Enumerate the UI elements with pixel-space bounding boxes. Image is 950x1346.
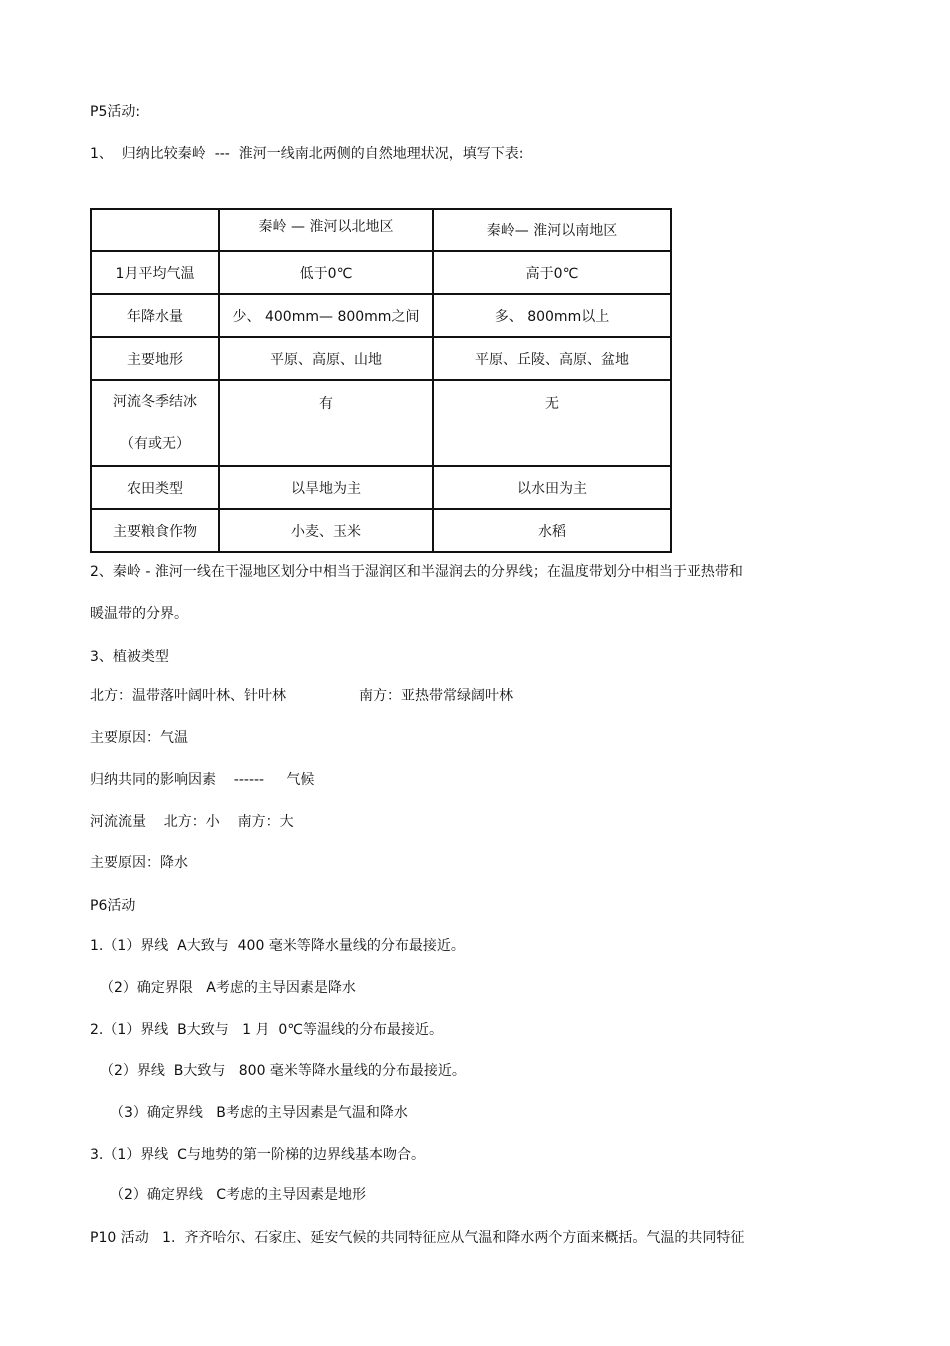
- question-3: 3、植被类型: [90, 649, 169, 665]
- table-header-cell: [91, 209, 219, 251]
- table-row: [91, 294, 671, 337]
- p5-heading: P5活动:: [90, 104, 141, 120]
- p6-item: 3.（1）界线 C与地势的第一阶梯的边界线基本吻合。: [90, 1147, 425, 1163]
- main-reason-precipitation: 主要原因：降水: [90, 855, 188, 871]
- comparison-table: [90, 208, 672, 553]
- row-label: [91, 380, 219, 466]
- row-label: 年降水量: [91, 294, 219, 337]
- table-header-cell: 秦岭 — 淮河以北地区: [219, 209, 433, 251]
- south-cell: 高于0℃: [433, 251, 671, 294]
- vegetation-south: 南方：亚热带常绿阔叶林: [359, 688, 513, 704]
- common-factor: 归纳共同的影响因素 ------ 气候: [90, 772, 315, 788]
- question-1: 1、 归纳比较秦岭 --- 淮河一线南北两侧的自然地理状况，填写下表:: [90, 146, 524, 162]
- table-row: [91, 509, 671, 552]
- table-row: [91, 251, 671, 294]
- north-cell: 有: [219, 380, 433, 466]
- table-row: [91, 380, 671, 466]
- table-header-row: [91, 209, 671, 251]
- table-row: [91, 337, 671, 380]
- north-cell: 少、 400mm— 800mm之间: [219, 294, 433, 337]
- p6-item: 1.（1）界线 A大致与 400 毫米等降水量线的分布最接近。: [90, 938, 465, 954]
- south-cell: 无: [433, 380, 671, 466]
- north-cell: 低于0℃: [219, 251, 433, 294]
- row-label: 主要地形: [91, 337, 219, 380]
- main-reason-temperature: 主要原因：气温: [90, 730, 188, 746]
- p10-line: P10 活动 1. 齐齐哈尔、石家庄、延安气候的共同特征应从气温和降水两个方面来概括。气温的共同特征: [90, 1230, 745, 1246]
- question-2-line1: 2、秦岭 - 淮河一线在干湿地区划分中相当于湿润区和半湿润去的分界线；在温度带划分中相当于亚热带和: [90, 564, 743, 580]
- p6-heading: P6活动: [90, 898, 136, 914]
- south-cell: 平原、丘陵、高原、盆地: [433, 337, 671, 380]
- vegetation-north: 北方：温带落叶阔叶林、针叶林: [90, 688, 286, 704]
- table-row: [91, 466, 671, 509]
- question-2-line2: 暖温带的分界。: [90, 606, 188, 622]
- p6-item: （3）确定界线 B考虑的主导因素是气温和降水: [110, 1105, 408, 1121]
- south-cell: 多、 800mm以上: [433, 294, 671, 337]
- row-label: 1月平均气温: [91, 251, 219, 294]
- north-cell: 小麦、玉米: [219, 509, 433, 552]
- row-label-line: （有或无）: [120, 436, 190, 452]
- p6-item: （2）确定界线 C考虑的主导因素是地形: [110, 1187, 367, 1203]
- p6-item: （2）确定界限 A考虑的主导因素是降水: [100, 980, 356, 996]
- row-label: 农田类型: [91, 466, 219, 509]
- table-header-cell: 秦岭— 淮河以南地区: [433, 209, 671, 251]
- row-label-line: 河流冬季结冰: [113, 394, 197, 410]
- north-cell: 平原、高原、山地: [219, 337, 433, 380]
- north-cell: 以旱地为主: [219, 466, 433, 509]
- south-cell: 水稻: [433, 509, 671, 552]
- river-flow: 河流流量 北方：小 南方：大: [90, 814, 294, 830]
- p6-item: 2.（1）界线 B大致与 1 月 0℃等温线的分布最接近。: [90, 1022, 444, 1038]
- south-cell: 以水田为主: [433, 466, 671, 509]
- row-label: 主要粮食作物: [91, 509, 219, 552]
- p6-item: （2）界线 B大致与 800 毫米等降水量线的分布最接近。: [100, 1063, 466, 1079]
